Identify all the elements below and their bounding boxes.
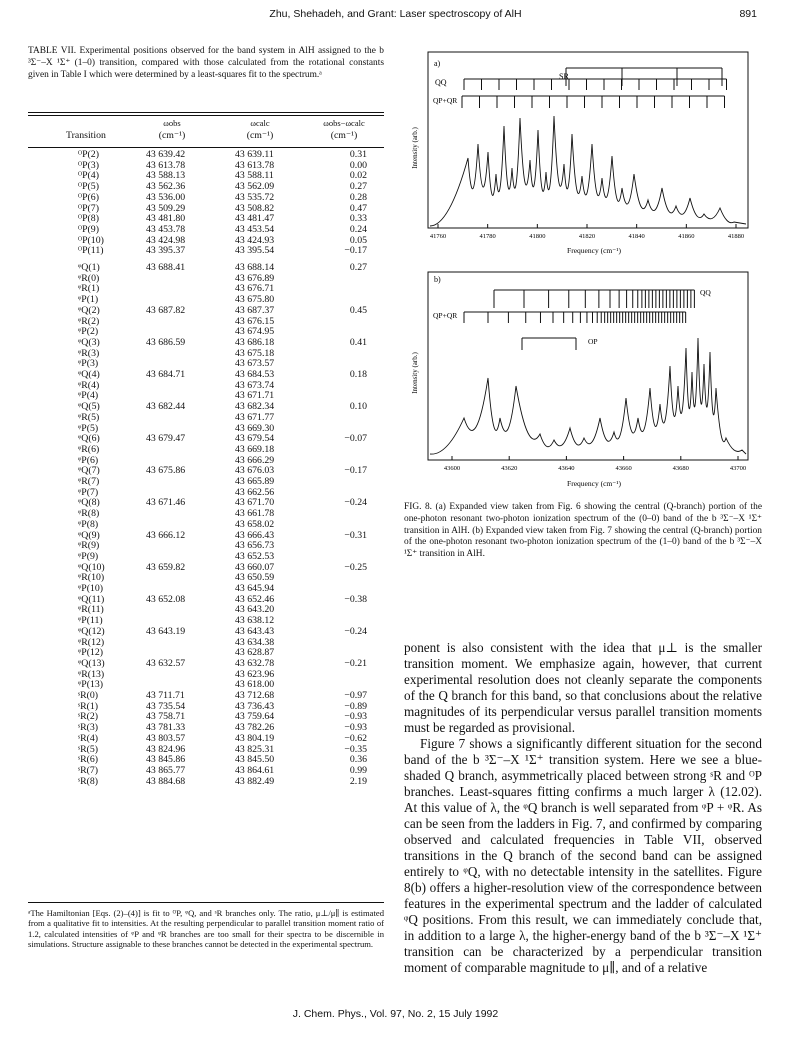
cell-calc: 43 639.11 [235,149,274,160]
cell-calc: 43 804.19 [235,732,275,744]
x-tick-label: 41840 [628,233,645,240]
cell-transition: ᵠQ(3) [78,336,100,348]
cell-calc: 43 688.14 [235,262,275,273]
cell-transition: ᵠR(12) [78,636,105,648]
cell-diff: −0.89 [344,700,367,712]
x-tick-label: 41820 [578,233,596,240]
figure-a-xlabel: Frequency (cm⁻¹) [567,246,621,255]
table-row [28,520,384,531]
x-tick-label: 43640 [558,465,575,472]
cell-calc: 43 661.78 [235,508,275,520]
cell-calc: 43 782.26 [235,722,275,734]
cell-calc: 43 671.77 [235,411,275,423]
cell-calc: 43 424.93 [235,234,275,246]
cell-calc: 43 481.47 [235,213,275,225]
cell-obs: 43 453.78 [146,223,186,235]
cell-transition: ᵠR(6) [78,443,100,455]
figure-a-ladders [462,68,727,108]
cell-transition: ᴼP(8) [78,213,99,225]
cell-obs: 43 803.57 [146,732,186,744]
cell-transition: ᵠR(2) [78,315,100,327]
cell-transition: ᵠP(6) [78,454,99,466]
cell-diff: 0.00 [349,159,367,171]
page-number: 891 [739,8,757,20]
cell-diff: −0.93 [344,711,367,723]
cell-transition: ᵠR(0) [78,272,100,284]
cell-transition: ˢR(0) [78,690,99,701]
cell-calc: 43 658.02 [235,518,275,530]
cell-transition: ᵠP(2) [78,326,99,338]
label-qq: QQ [435,78,447,87]
label-sr: SR [559,72,569,81]
cell-transition: ᵠP(5) [78,422,99,434]
cell-calc: 43 712.68 [235,690,275,701]
cell-transition: ᵠP(1) [78,294,99,306]
cell-diff: −0.24 [344,625,367,637]
table-row [28,734,384,745]
cell-transition: ᴼP(6) [78,191,99,203]
figure-b-xaxis [444,456,746,472]
cell-transition: ᵠQ(2) [78,304,100,316]
cell-calc: 43 660.07 [235,561,275,573]
cell-calc: 43 845.50 [235,754,275,766]
table-row [28,659,384,670]
cell-transition: ˢR(6) [78,754,99,766]
cell-transition: ᵠQ(9) [78,529,100,541]
figure-b-ylabel: Intensity (arb.) [411,352,419,394]
cell-diff: −0.62 [344,732,367,744]
cell-calc: 43 669.18 [235,443,275,455]
cell-transition: ᵠR(7) [78,476,100,487]
cell-diff: −0.17 [344,465,367,477]
cell-calc: 43 675.18 [235,347,275,359]
cell-diff: −0.93 [344,722,367,734]
cell-calc: 43 643.43 [235,625,275,637]
cell-transition: ˢR(8) [78,775,99,787]
cell-calc: 43 623.96 [235,668,275,680]
cell-transition: ᵠP(7) [78,486,99,498]
cell-transition: ᵠQ(10) [78,561,105,573]
table-row [28,627,384,638]
cell-transition: ˢR(2) [78,711,99,723]
cell-calc: 43 665.89 [235,476,275,487]
label-op-b: OP [588,337,598,346]
cell-transition: ᴼP(2) [78,149,99,160]
cell-diff: −0.97 [344,690,367,701]
cell-transition: ᵠP(4) [78,390,99,402]
figure-b-xlabel: Frequency (cm⁻¹) [567,479,621,488]
x-tick-label: 43620 [501,465,518,472]
cell-obs: 43 682.44 [146,401,186,413]
cell-transition: ᵠR(5) [78,411,100,423]
table-row [28,445,384,456]
x-tick-label: 41760 [429,233,447,240]
cell-transition: ᵠP(8) [78,518,99,530]
label-qpqr: QP+QR [433,96,458,105]
cell-calc: 43 638.12 [235,615,275,627]
cell-obs: 43 688.41 [146,262,186,273]
panel-label-a: a) [434,59,441,68]
cell-calc: 43 666.43 [235,529,275,541]
cell-diff: −0.25 [344,561,367,573]
panel-label-b: b) [434,275,441,284]
cell-transition: ᵠQ(12) [78,625,105,637]
cell-calc: 43 674.95 [235,326,275,338]
cell-diff: −0.07 [344,433,367,445]
cell-diff: −0.21 [344,657,367,669]
cell-transition: ˢR(4) [78,732,99,744]
col-diff: ωobs−ωcalc [323,118,365,128]
cell-diff: 0.33 [349,213,367,225]
table-row [28,193,384,204]
cell-transition: ᵠR(8) [78,508,100,520]
cell-calc: 43 682.34 [235,401,275,413]
cell-calc: 43 673.57 [235,358,275,370]
cell-transition: ᵠR(1) [78,283,100,295]
cell-transition: ᵠQ(8) [78,497,100,509]
cell-obs: 43 659.82 [146,561,186,573]
col-calc: ωcalc [250,118,270,128]
running-title: Zhu, Shehadeh, and Grant: Laser spectroscopy of AlH [269,8,522,20]
cell-diff: 0.41 [349,336,367,348]
cell-obs: 43 481.80 [146,213,186,225]
cell-calc: 43 632.78 [235,657,275,669]
cell-obs: 43 735.54 [146,700,186,712]
cell-diff: 0.27 [349,262,367,273]
table-top-rule [28,112,384,113]
cell-obs: 43 652.08 [146,593,186,605]
cell-transition: ˢR(1) [78,700,99,712]
cell-obs: 43 632.57 [146,657,186,669]
table-row [28,766,384,777]
cell-diff: 0.05 [349,234,367,246]
cell-transition: ᵠR(13) [78,668,105,680]
cell-calc: 43 643.20 [235,604,275,616]
table-bottom-rule [28,902,384,903]
cell-diff: 0.18 [349,369,367,380]
cell-obs: 43 639.42 [146,149,186,160]
cell-calc: 43 634.38 [235,636,275,648]
table-top-rule-2 [28,115,384,116]
body-text [404,640,762,976]
cell-transition: ᵠQ(13) [78,657,105,669]
cell-calc: 43 662.56 [235,486,275,498]
x-tick-label: 43700 [729,465,747,472]
figure-b-spectrum [430,338,746,454]
cell-calc: 43 618.00 [235,679,275,691]
cell-calc: 43 686.18 [235,336,275,348]
cell-calc: 43 687.37 [235,304,275,316]
cell-transition: ᵠQ(5) [78,401,100,413]
cell-calc: 43 882.49 [235,775,275,787]
cell-transition: ᵠR(10) [78,572,105,584]
table-row [28,306,384,317]
cell-diff: 0.47 [349,202,367,214]
cell-calc: 43 613.78 [235,159,275,171]
cell-calc: 43 759.64 [235,711,275,723]
table-row [28,413,384,424]
cell-transition: ᴼP(9) [78,223,99,235]
cell-calc: 43 676.89 [235,272,275,284]
cell-calc: 43 825.31 [235,743,275,755]
body-paragraph-1: ponent is also consistent with the idea that μ⊥ is the smaller transition moment. We emphasize again, however, that current experimental resolution does not cleanly separate the components of the Q branch for this band, so that conclusions about the relative magnitudes of its perpendicular versus parallel transition moments must be regarded as provisional. [404,640,762,735]
col-obs-unit: (cm⁻¹) [158,130,186,141]
cell-transition: ᴼP(11) [78,245,104,257]
label-qq-b: QQ [700,288,711,297]
col-diff-unit: (cm⁻¹) [330,130,358,141]
cell-diff: 0.36 [349,754,367,766]
cell-obs: 43 884.68 [146,775,186,787]
cell-diff: −0.17 [344,245,367,257]
cell-obs: 43 643.19 [146,625,186,637]
cell-obs: 43 845.86 [146,754,186,766]
cell-diff: 0.10 [349,401,367,413]
figure-a-ylabel: Intensity (arb.) [411,127,419,169]
cell-calc: 43 656.73 [235,540,275,552]
cell-transition: ᴼP(4) [78,170,99,182]
cell-calc: 43 588.11 [235,170,274,182]
cell-diff: 0.02 [349,170,367,182]
cell-obs: 43 536.00 [146,191,186,203]
figure-a-xaxis [430,224,744,240]
cell-calc: 43 671.70 [235,497,275,509]
figure-b-frame [428,272,748,460]
cell-calc: 43 669.30 [235,422,275,434]
figure-a-spectrum [430,116,746,226]
cell-diff: 0.28 [349,191,367,203]
cell-transition: ᵠQ(11) [78,593,105,605]
cell-transition: ˢR(7) [78,764,99,776]
cell-transition: ᴼP(7) [78,202,99,214]
cell-obs: 43 509.29 [146,202,186,214]
cell-diff: −0.35 [344,743,367,755]
cell-calc: 43 676.71 [235,283,275,295]
figure-a-frame [428,52,748,228]
col-calc-unit: (cm⁻¹) [246,130,274,141]
x-tick-label: 43680 [672,465,689,472]
cell-calc: 43 562.09 [235,181,275,193]
cell-obs: 43 824.96 [146,743,186,755]
table-row [28,338,384,349]
cell-obs: 43 588.13 [146,170,186,182]
cell-obs: 43 562.36 [146,181,186,193]
cell-calc: 43 453.54 [235,223,275,235]
journal-footer: J. Chem. Phys., Vol. 97, No. 2, 15 July 1992 [292,1008,499,1020]
cell-diff: −0.24 [344,497,367,509]
cell-diff: 0.24 [349,223,367,235]
cell-transition: ᴼP(10) [78,234,104,246]
cell-diff: 0.99 [349,764,367,776]
cell-diff: 0.27 [349,181,367,193]
cell-obs: 43 395.37 [146,245,186,257]
cell-transition: ᵠP(11) [78,615,103,627]
cell-transition: ᵠP(10) [78,583,104,594]
figure-caption: FIG. 8. (a) Expanded view taken from Fig. 6 showing the central (Q-branch) portion of the one-photon resonant two-photon ionization spectrum of the (0–0) band of the b ³Σ⁻–X ¹Σ⁺ transition in AlH. (b) Expanded view taken from Fig. 7 showing the central (Q-branch) portion of the one-photon resonant two-photon ionization spectrum of the (1–0) band of the b ³Σ⁻–X ¹Σ⁺ transition in AlH. [404,502,762,560]
cell-obs: 43 686.59 [146,336,186,348]
cell-obs: 43 687.82 [146,304,186,316]
cell-transition: ᴼP(3) [78,159,99,171]
cell-transition: ᵠQ(4) [78,369,100,380]
cell-diff: 0.45 [349,304,367,316]
cell-obs: 43 613.78 [146,159,186,171]
table-row [28,246,384,257]
table-caption: TABLE VII. Experimental positions observed for the band system in AlH assigned to the b ³Σ⁻–X ¹Σ⁺ (1–0) transition, compared with those calculated from the rotational constants given in Table I which were determined by a least-squares fit to the spectrum.ᵃ [28,46,384,80]
cell-transition: ᵠP(3) [78,358,99,370]
cell-transition: ᵠP(12) [78,647,104,659]
x-tick-label: 41860 [678,233,695,240]
table-row [28,225,384,236]
cell-calc: 43 684.53 [235,369,275,380]
cell-calc: 43 650.59 [235,572,275,584]
cell-calc: 43 535.72 [235,191,275,203]
table-row [28,777,384,788]
cell-calc: 43 671.71 [235,390,275,402]
cell-obs: 43 711.71 [146,690,185,701]
cell-calc: 43 736.43 [235,700,275,712]
figure-b-ladders [464,290,694,350]
cell-obs: 43 424.98 [146,234,186,246]
cell-diff: 0.31 [349,149,367,160]
page-header [0,8,791,24]
cell-diff: −0.38 [344,593,367,605]
cell-obs: 43 679.47 [146,433,186,445]
x-tick-label: 41780 [479,233,496,240]
cell-obs: 43 666.12 [146,529,186,541]
x-tick-label: 41880 [727,233,745,240]
cell-transition: ᵠR(9) [78,540,100,552]
cell-obs: 43 684.71 [146,369,186,380]
col-obs: ωobs [163,118,181,128]
table-footnote: ᵃThe Hamiltonian [Eqs. (2)–(4)] is fit to ᴼP, ᵠQ, and ˢR branches only. The ratio, μ⊥/μ∥ is estimated from a qualitative fit to intensities. At the resulting perpendicular to parallel transition moment ratio of 1.2, calculated intensities of ᵠP and ᵠR branches are too small for their spectra to be discernible in simulations. Structure assignable to these branches cannot be detected in the experimental spectrum. [28,908,384,949]
cell-transition: ˢR(5) [78,743,99,755]
cell-diff: 2.19 [349,775,367,787]
cell-diff: −0.31 [344,529,367,541]
cell-transition: ᵠQ(1) [78,262,100,273]
cell-calc: 43 645.94 [235,583,275,594]
cell-calc: 43 864.61 [235,764,275,776]
x-tick-label: 43660 [615,465,632,472]
col-transition: Transition [66,130,106,141]
table-header-rule [28,147,384,148]
cell-calc: 43 666.29 [235,454,275,466]
cell-transition: ᴼP(5) [78,181,99,193]
cell-transition: ᵠP(13) [78,679,104,691]
cell-obs: 43 865.77 [146,764,186,776]
cell-obs: 43 781.33 [146,722,186,734]
cell-transition: ᵠR(11) [78,604,104,616]
cell-transition: ᵠP(9) [78,550,99,562]
cell-obs: 43 675.86 [146,465,186,477]
cell-calc: 43 395.54 [235,245,275,257]
cell-calc: 43 679.54 [235,433,275,445]
figure-8b [404,268,764,490]
cell-transition: ᵠR(4) [78,379,100,391]
x-tick-label: 41800 [529,233,546,240]
body-paragraph-2: Figure 7 shows a significantly different situation for the second band of the b ³Σ⁻–X ¹Σ⁺ transition system. Here we see a blue-shaded Q branch, asymmetrically placed between strong ˢR and ᴼP branches. Least-squares fitting confirms a much larger λ (12.02). At this value of λ, the ᵠQ branch is well separated from ᵠP + ᵠR. As can be seen from the ladders in Fig. 7, and confirmed by comparing observed and calculated frequencies in Table VII, observed transitions in the Q branch of the second band can be assigned entirely to ᵠQ, with no detectable intensity in the satellites. Figure 8(b) offers a higher-resolution view of the correspondence between features in the experimental spectrum and the ladder of calculated ᵠQ positions. From this result, we can immediately conclude that, in addition to a large λ, the higher-energy band of the b ³Σ⁻–X ¹Σ⁺ transition can be characterized by a perpendicular transition moment of comparable magnitude to μ∥, and of a relative [404,736,762,975]
label-qpqr-b: QP+QR [433,311,458,320]
figure-8a [404,48,764,256]
cell-transition: ˢR(3) [78,722,99,734]
cell-calc: 43 676.15 [235,315,275,327]
cell-obs: 43 671.46 [146,497,186,509]
cell-calc: 43 675.80 [235,294,275,306]
table-row [28,552,384,563]
cell-calc: 43 652.46 [235,593,275,605]
cell-transition: ᵠR(3) [78,347,100,359]
cell-calc: 43 652.53 [235,550,275,562]
cell-obs: 43 758.71 [146,711,186,723]
x-tick-label: 43600 [443,465,461,472]
cell-calc: 43 676.03 [235,465,275,477]
cell-transition: ᵠQ(7) [78,465,100,477]
cell-calc: 43 508.82 [235,202,275,214]
cell-calc: 43 673.74 [235,379,275,391]
cell-transition: ᵠQ(6) [78,433,100,445]
cell-calc: 43 628.87 [235,647,275,659]
